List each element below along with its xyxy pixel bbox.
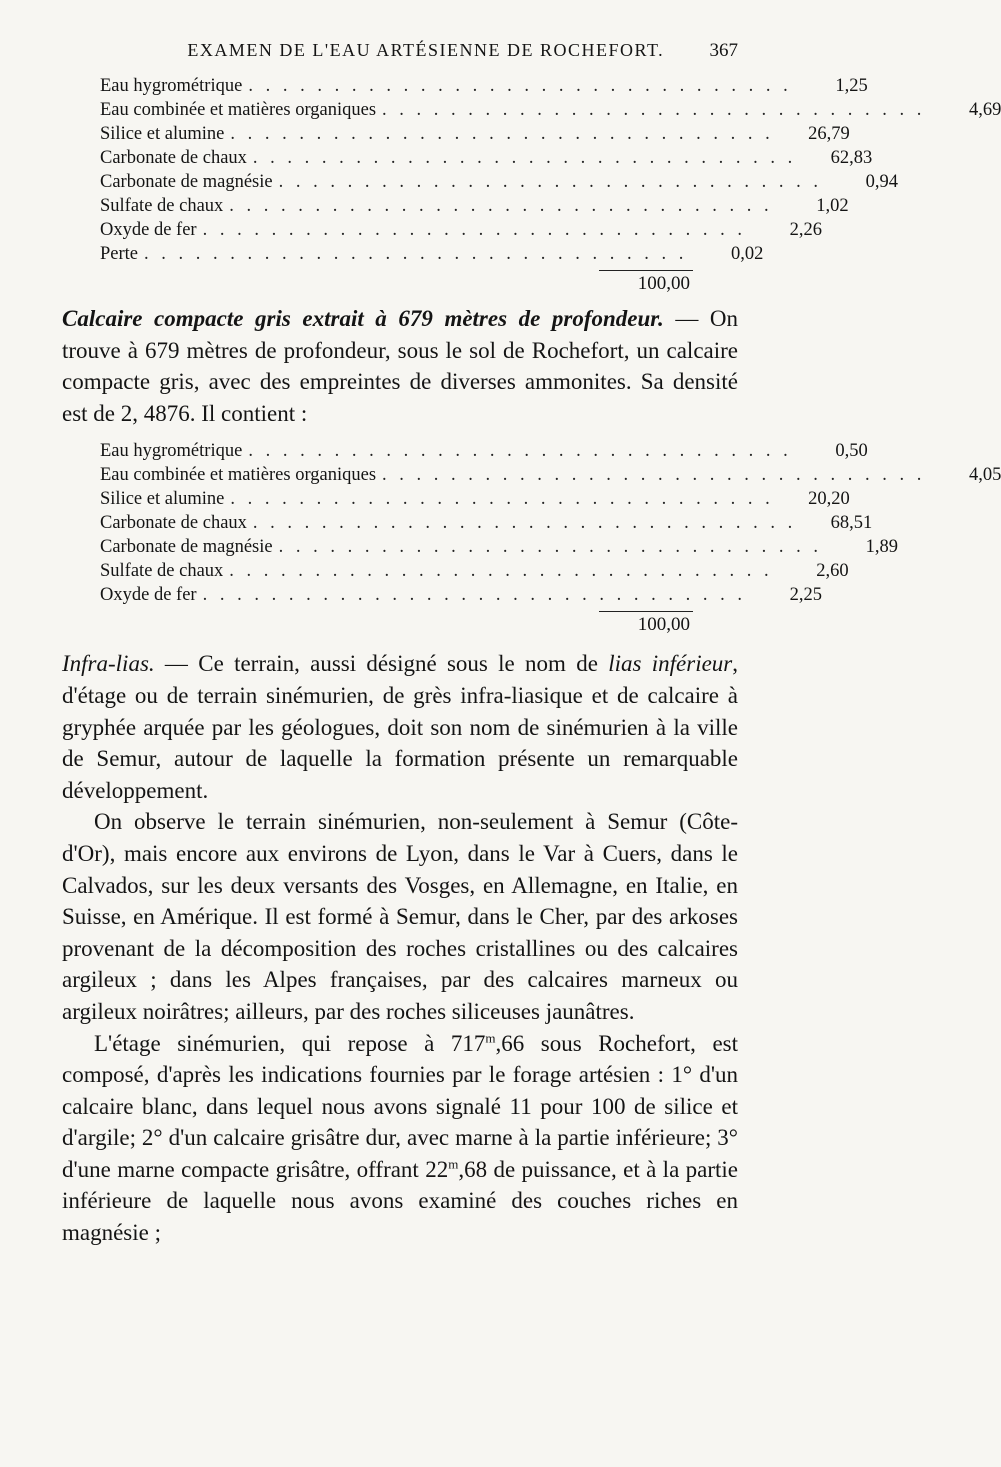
row-label: Carbonate de magnésie (100, 172, 273, 192)
unit-superscript: m (485, 1029, 496, 1045)
leader-dots: . . . . . . . . . . . . . . . . . . . . . . . . . . . . . . . . (252, 148, 797, 168)
running-header (142, 40, 738, 62)
row-value: 68,51 (830, 513, 873, 534)
leader-dots: . . . . . . . . . . . . . . . . . . . . . . . . . . . . . . . . (252, 513, 797, 534)
row-label: Silice et alumine (100, 124, 225, 144)
table-row (100, 487, 850, 511)
row-label: Oxyde de fer (100, 220, 197, 240)
unit-superscript: m (448, 1156, 459, 1172)
leader-dots: . . . . . . . . . . . . . . . . . . . . . . . . . . . . . . . . (248, 441, 792, 462)
section-heading: Infra-lias. (62, 651, 155, 677)
row-label: Oxyde de fer (100, 585, 197, 606)
leader-dots: . . . . . . . . . . . . . . . . . . . . . . . . . . . . . . . . (144, 244, 688, 264)
row-label: Sulfate de chaux (100, 196, 224, 216)
paragraph-text: ,66 sous Rochefort, est composé, d'après les indications fournies par le forage artésien : 1° d'un calcaire blanc, dans lequel nous avons signalé 11 pour 100 de silice et d'argile; 2° d'un calcaire grisâtre dur, avec marne à la partie inférieure; 3° d'une marne compacte grisâtre, offrant 22 (62, 1030, 738, 1182)
row-label: Eau hygrométrique (100, 76, 243, 96)
row-label: Sulfate de chaux (100, 561, 224, 582)
term-lias-inferieur: lias inférieur (608, 651, 733, 677)
leader-dots: . . . . . . . . . . . . . . . . . . . . . . . . . . . . . . . . (230, 124, 774, 144)
table-row (100, 218, 822, 242)
row-value: 2,60 (816, 561, 849, 582)
row-value: 20,20 (808, 489, 850, 510)
row-value: 0,94 (865, 172, 898, 192)
leader-dots: . . . . . . . . . . . . . . . . . . . . . . . . . . . . . . . . (248, 76, 792, 96)
leader-dots: . . . . . . . . . . . . . . . . . . . . . . . . . . . . . . . . (202, 220, 746, 240)
leader-dots: . . . . . . . . . . . . . . . . . . . . . . . . . . . . . . . . (229, 561, 773, 582)
table-row (100, 535, 898, 559)
table-row (100, 122, 850, 146)
leader-dots: . . . . . . . . . . . . . . . . . . . . . . . . . . . . . . . . (382, 465, 926, 486)
table-row (100, 242, 764, 266)
row-label: Eau combinée et matières organiques (100, 465, 377, 486)
paragraph-text: , d'étage ou de terrain sinémurien, de grès infra-liasique et de calcaire à gryphée arquée par les géologues, doit son nom de sinémurien à la ville de Semur, autour de laquelle la formation présente un remarquable développement. (62, 651, 738, 803)
row-value: 1,25 (835, 76, 868, 96)
leader-dots: . . . . . . . . . . . . . . . . . . . . . . . . . . . . . . . . (382, 100, 926, 120)
table-row (100, 98, 1001, 122)
analysis-table-2-total (100, 611, 690, 638)
row-value: 0,02 (731, 244, 764, 264)
total-value: 100,00 (637, 273, 690, 294)
total-value: 100,00 (637, 614, 690, 636)
row-value: 4,69 (969, 100, 1001, 120)
row-label: Eau hygrométrique (100, 441, 243, 462)
table-row (100, 583, 822, 607)
leader-dots: . . . . . . . . . . . . . . . . . . . . . . . . . . . . . . . . (202, 585, 746, 606)
paragraph-infra-lias (62, 648, 738, 806)
leader-dots: . . . . . . . . . . . . . . . . . . . . . . . . . . . . . . . . (229, 196, 773, 216)
table-row (100, 146, 873, 170)
page-number: 367 (709, 40, 738, 61)
table-row (100, 194, 849, 218)
paragraph-text: L'étage sinémurien, qui repose à 717 (94, 1030, 486, 1056)
section-heading: Calcaire compacte gris extrait à 679 mètres de profondeur. (62, 306, 664, 331)
row-value: 1,89 (865, 537, 898, 558)
table-row (100, 170, 898, 194)
row-value: 2,26 (789, 220, 822, 240)
row-label: Carbonate de chaux (100, 513, 247, 534)
leader-dots: . . . . . . . . . . . . . . . . . . . . . . . . . . . . . . . . (278, 172, 822, 192)
analysis-table-1-total (100, 270, 690, 297)
analysis-table-1 (100, 74, 1001, 266)
table-row (100, 439, 868, 463)
table-row (100, 74, 868, 98)
row-value: 2,25 (789, 585, 822, 606)
row-value: 0,50 (835, 441, 868, 462)
row-label: Perte (100, 244, 139, 264)
table-row (100, 511, 873, 535)
table-row (100, 559, 849, 583)
header-title: EXAMEN DE L'EAU ARTÉSIENNE DE ROCHEFORT. (187, 40, 665, 60)
paragraph-text: ,68 de puissance, et à la partie inférieure de laquelle nous avons examiné des couches riches en magnésie ; (62, 1156, 739, 1246)
section-calcaire (62, 303, 738, 429)
row-value: 4,05 (969, 465, 1001, 486)
leader-dots: . . . . . . . . . . . . . . . . . . . . . . . . . . . . . . . . (230, 489, 774, 510)
row-label: Eau combinée et matières organiques (100, 100, 377, 120)
analysis-table-2 (100, 439, 1001, 607)
paragraph-etage (62, 1028, 738, 1249)
leader-dots: . . . . . . . . . . . . . . . . . . . . . . . . . . . . . . . . (278, 537, 822, 558)
row-label: Carbonate de magnésie (100, 537, 273, 558)
row-value: 26,79 (808, 124, 850, 144)
table-row (100, 463, 1001, 487)
paragraph-text: On observe le terrain sinémurien, non-seulement à Semur (Côte-d'Or), mais encore aux environs de Lyon, dans le Var à Cuers, dans le Calvados, sur les deux versants des Vosges, en Allemagne, en Italie, en Suisse, en Amérique. Il est formé à Semur, dans le Cher, par des arkoses provenant de la décomposition des roches cristallines ou des calcaires argileux ; dans les Alpes françaises, par des calcaires marneux ou argileux noirâtres; ailleurs, par des roches siliceuses jaunâtres. (62, 809, 738, 1024)
paragraph-text: — Ce terrain, aussi désigné sous le nom de (154, 651, 609, 677)
paragraph-distribution (62, 806, 738, 1027)
row-label: Silice et alumine (100, 489, 225, 510)
row-value: 62,83 (830, 148, 873, 168)
section-text: — On trouve à 679 mètres de profondeur, sous le sol de Rochefort, un calcaire compacte gris, avec des empreintes de diverses ammonites. Sa densité est de 2, 4876. Il contient : (62, 306, 738, 426)
row-value: 1,02 (816, 196, 849, 216)
row-label: Carbonate de chaux (100, 148, 247, 168)
